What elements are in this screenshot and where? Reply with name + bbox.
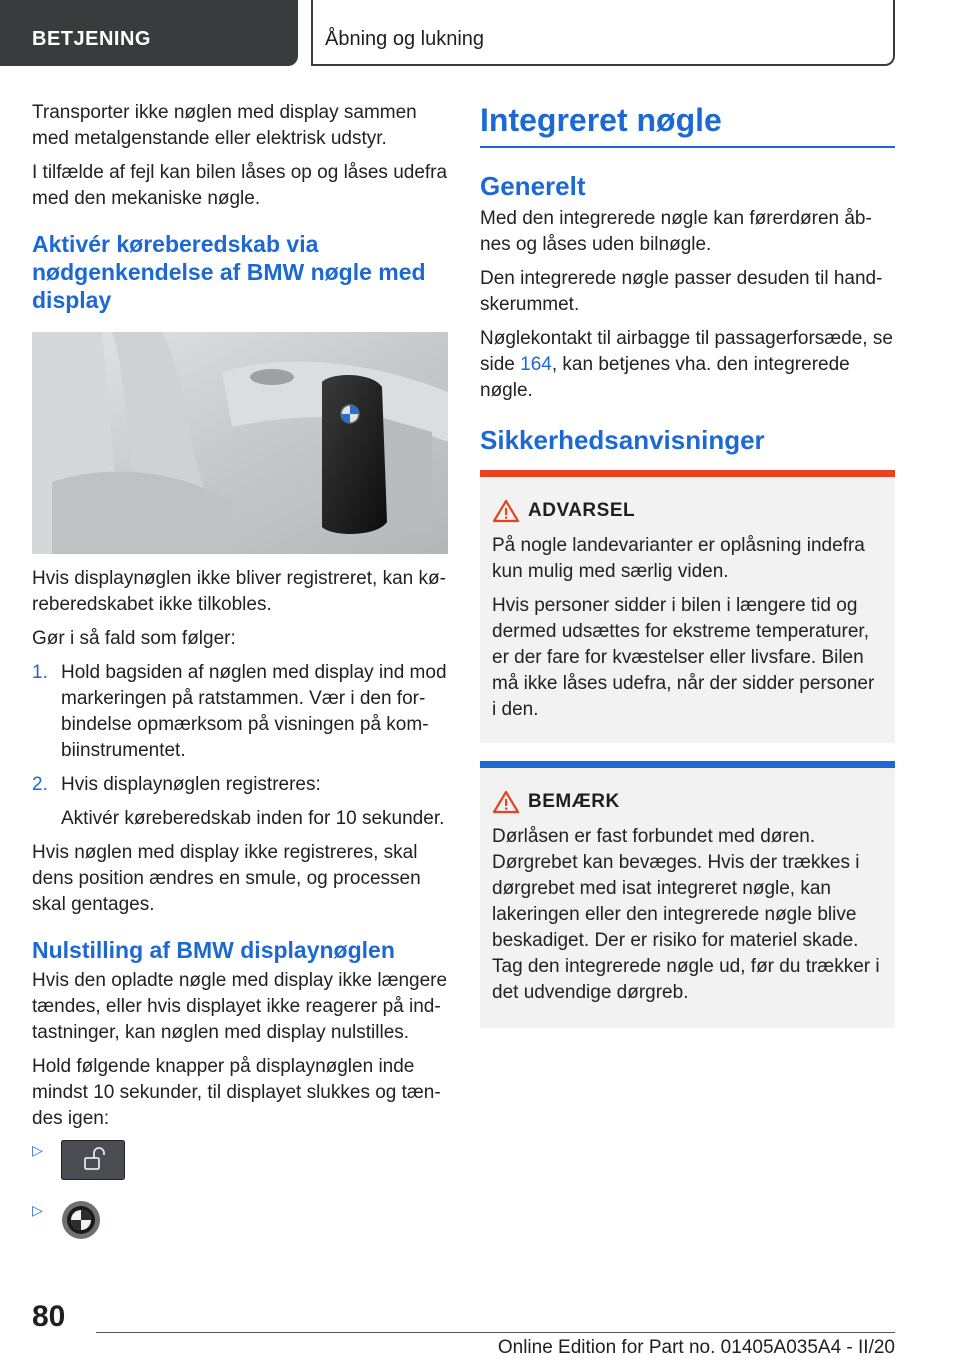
warning-box [480,470,895,743]
section-tab [0,0,298,66]
warning-triangle-icon [492,499,520,523]
step-2 [32,772,450,832]
retry-paragraph: Hvis nøglen med display ikke registreres, skal dens position ændres en smule, og processen skal gentages. [32,842,421,915]
notice-paragraph: Dørlåsen er fast forbundet med døren. Dørgrebet kan bevæges. Hvis der trækkes i dørgrebet med isat integreret nøgle, kan lakeringen eller den integrerede nøgle blive beskadiget. Der er risiko for materiel skade. Tag den integrerede nøgle ud, før du trækker i det udvendige dørgreb. [492,826,880,1003]
step-text: Hvis displaynøglen registreres: [61,774,321,795]
general-heading: Generelt [480,171,586,201]
bmw-logo-button-icon [61,1200,101,1240]
heading-rule [480,146,895,148]
page-number: 80 [32,1300,66,1333]
warning-title-row [492,499,883,523]
notice-box [480,761,895,1028]
general-paragraph-2: Den integrerede nøgle passer desuden til handskerummet. [480,268,883,315]
left-column [32,100,450,1252]
page-link-164[interactable]: 164 [520,354,552,375]
button-item-bmw [32,1200,450,1252]
chapter-title: Åbning og lukning [325,28,485,50]
step-number: 2. [32,774,48,795]
section-title: BETJENING [32,28,151,50]
warning-paragraph-1: På nogle landevarianter er oplåsning indefra kun mulig med særlig viden. [492,535,865,582]
right-column [480,100,895,1028]
not-registered-paragraph: Hvis displaynøglen ikke bliver registreret, kan køreberedskabet ikke tilkobles. [32,568,446,615]
reset-heading: Nulstilling af BMW displaynøglen [32,937,395,963]
reset-paragraph-2: Hold følgende knapper på displaynøglen inde mindst 10 sekunder, til displayet slukkes og tændes igen: [32,1056,441,1129]
display-key-photo [32,332,448,554]
warning-title: ADVARSEL [528,500,636,521]
emergency-heading: Aktivér køreberedskab via nødgenkendelse af BMW nøgle med display [32,231,426,313]
do-as-follows-paragraph: Gør i så fald som følger: [32,628,236,649]
step-text: Hold bagsiden af nøglen med display ind mod markeringen på ratstammen. Vær i den forbindelse opmærksom på visningen på kombiinstrumentet. [61,662,447,761]
notice-triangle-icon [492,790,520,814]
notice-title-row [492,790,883,814]
bullet-triangle-icon: ▷ [32,1142,43,1158]
section-heading: Integreret nøgle [480,102,722,138]
chapter-tab [311,0,895,66]
airbag-paragraph: Nøglekontakt til airbagge til passagerforsæde, se side 164, kan betjenes vha. den integrerede nøgle. [480,328,893,401]
display-key-illustration [32,332,448,554]
button-item-unlock [32,1140,450,1192]
unlock-button-icon [61,1140,125,1180]
safety-heading: Sikkerhedsanvisninger [480,425,765,455]
step-number: 1. [32,662,48,683]
intro-paragraph-2: I tilfælde af fejl kan bilen låses op og låses udefra med den mekaniske nøgle. [32,162,448,209]
edition-text: Online Edition for Part no. 01405A035A4 - II/20 [497,1337,895,1358]
intro-paragraph-1: Transporter ikke nøglen med display sammen med metalgenstande eller elektrisk udstyr. [32,102,417,149]
general-paragraph-1: Med den integrerede nøgle kan førerdøren åbnes og låses uden bilnøgle. [480,208,872,255]
step-2-result: Aktivér køreberedskab inden for 10 sekunder. [61,808,445,829]
warning-paragraph-2: Hvis personer sidder i bilen i længere tid og dermed udsættes for ekstreme temperaturer, er der fare for kvæstelser eller livsfare. Bilen må ikke låses udefra, når der sidder personer i den. [492,595,875,720]
footer-rule [96,1332,895,1333]
bullet-triangle-icon: ▷ [32,1202,43,1218]
steps-list [32,660,450,832]
notice-title: BEMÆRK [528,791,620,812]
step-1 [32,660,450,764]
reset-paragraph-1: Hvis den opladte nøgle med display ikke længere tændes, eller hvis displayet ikke reagerer på indtastninger, kan nøglen med display nulstilles. [32,970,448,1043]
